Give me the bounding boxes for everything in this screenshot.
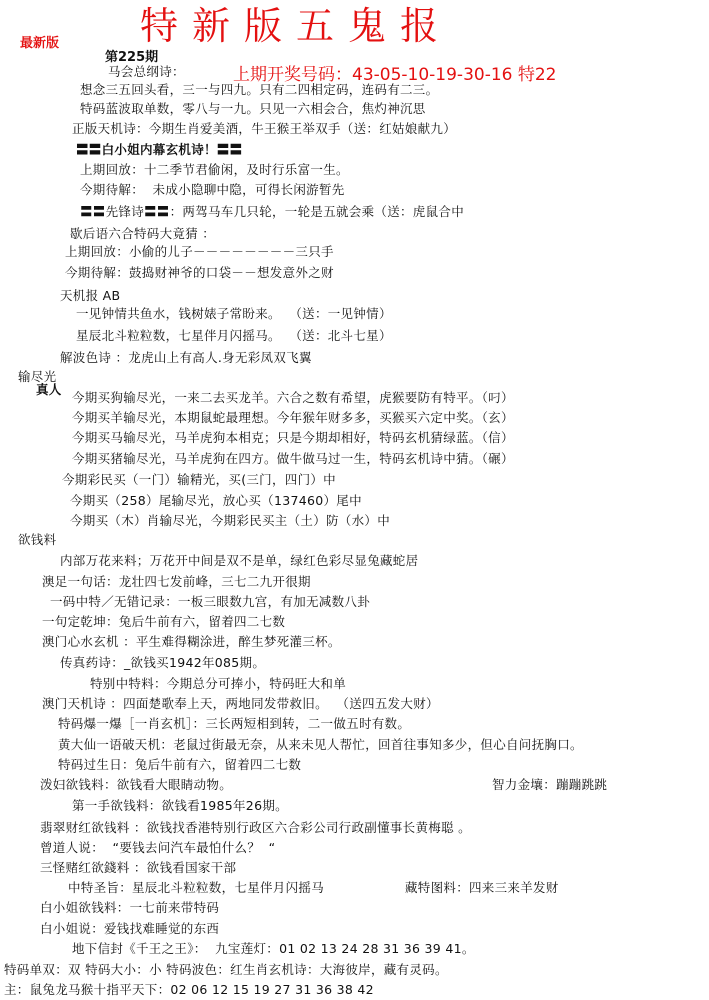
text-line-content: 上期回放：十二季节君偷闲，及时行乐富一生。 [80, 162, 349, 177]
text-line [58, 757, 301, 773]
text-line-content: 澳门天机诗 ：四面楚歌奉上天，两地同发带救旧。 （送四五发大财） [42, 696, 439, 711]
text-line [90, 676, 346, 692]
text-line-content: 马会总纲诗： [108, 64, 185, 79]
text-line [60, 655, 265, 671]
text-line [58, 737, 583, 753]
text-line-content: 歇后语六合特码大竟猜 ： [70, 226, 216, 241]
text-line-content: 澳门心水玄机 ：平生难得糊涂进，醉生梦死灌三杯。 [42, 634, 341, 649]
text-line-content: 一码中特／无错记录：一板三眼数九宫，有加无减数八卦 [50, 594, 371, 609]
text-line-content: 真人 [36, 382, 62, 397]
text-line-content: 三怪赌红欲錢料 ：欲钱看国家干部 [40, 860, 237, 875]
text-line-content: 黄大仙一语破天机：老鼠过街最无奈，从来未见人帮忙，回首往事知多少，但心自问抚胸口。 [58, 737, 583, 752]
text-line-content: 今期买（258）尾输尽光，放心买（137460）尾中 [70, 493, 362, 508]
text-line-content: 特码过生日：兔后牛前有六，留着四二七数 [58, 757, 302, 772]
text-line [72, 390, 514, 406]
text-line [40, 777, 232, 793]
text-line-content: 解波色诗 ：龙虎山上有高人.身无彩凤双飞翼 [60, 350, 312, 365]
text-line [60, 350, 312, 366]
text-line [42, 574, 311, 590]
text-line-content: 特码蓝波取单数，零八与一九。只见一六相会合，焦灼神沉思 [80, 101, 426, 116]
text-line [70, 226, 215, 242]
text-line [70, 513, 390, 529]
text-line-content: 一见钟情共鱼水，钱树婊子常盼来。 （送：一见钟情） [76, 306, 392, 321]
text-line-content: 智力金壤：蹦蹦跳跳 [492, 777, 608, 792]
text-line-content: 〓〓先锋诗〓〓：两驾马车几只轮，一轮是五就会乘（送：虎鼠合中 [80, 204, 465, 219]
text-line-content: 今期买马输尽光，马羊虎狗本相克；只是今期却相好，特码玄机猜绿蓝。（信） [72, 430, 514, 445]
text-line [40, 921, 219, 937]
text-line [72, 451, 514, 467]
text-line [72, 410, 514, 426]
text-line-content: 今期买猪输尽光，马羊虎狗在四方。做牛做马过一生，特码玄机诗中猜。（碾） [72, 451, 514, 466]
text-line-content: 上期回放：小偷的儿子－－－－－－－－三只手 [65, 244, 334, 259]
text-line [40, 860, 236, 876]
text-line [80, 101, 426, 117]
text-line [42, 634, 341, 650]
text-line [40, 840, 275, 856]
text-line-content: 传真药诗：_欲钱买1942年085期。 [60, 655, 266, 670]
text-line [80, 204, 464, 220]
text-line [58, 716, 410, 732]
text-line-content: 今期买（木）肖输尽光，今期彩民买主（土）防（水）中 [70, 513, 391, 528]
last-draw-numbers: 上期开奖号码：43-05-10-19-30-16 特22 [233, 65, 557, 85]
text-line [72, 121, 456, 137]
text-line [42, 614, 285, 630]
text-line-content: 特码爆一爆［一肖玄机］：三长两短相到转，二一做五时有数。 [58, 716, 411, 731]
text-line-content: 白小姐说：爱钱找难睡觉的东西 [40, 921, 220, 936]
text-line [18, 532, 56, 548]
text-line [492, 777, 607, 793]
text-line [72, 798, 288, 814]
text-line-content: 翡翠财红欲钱料 ：欲钱找香港特别行政区六合彩公司行政副懂事长黄梅聪 。 [40, 820, 471, 835]
text-line-content: 白小姐欲钱料：一七前来带特码 [40, 900, 220, 915]
text-line-content: 正版天机诗：今期生肖爱美酒，牛王猴王举双手（送：红姑娘献九） [72, 121, 457, 136]
text-line-content: 欲钱料 [18, 532, 57, 547]
text-line [65, 244, 334, 260]
text-line-content: 一句定乾坤：兔后牛前有六，留着四二七数 [42, 614, 286, 629]
text-line [80, 182, 345, 198]
text-line [80, 82, 438, 98]
text-line [4, 962, 448, 978]
text-line [76, 142, 242, 158]
text-line-content: 中特圣旨：星辰北斗粒粒数，七星伴月闪摇马 [68, 880, 325, 895]
text-line-content: 澳足一句话：龙壮四七发前峰，三七二九开很期 [42, 574, 311, 589]
text-line [72, 430, 514, 446]
text-line [40, 900, 219, 916]
text-line-content: 今期待解： 未成小隐聊中隐，可得长闲游暂先 [80, 182, 345, 197]
text-line [80, 162, 349, 178]
text-line [76, 328, 392, 344]
text-line [405, 880, 559, 896]
text-line-content: 想念三五回头看，三一与四九。只有二四相定码，连码有二三。 [80, 82, 439, 97]
text-line [36, 382, 62, 398]
text-line-content: 藏特图料：四来三来羊发财 [405, 880, 559, 895]
text-line [4, 982, 374, 998]
text-line-content: 第一手欲钱料：欲钱看1985年26期。 [72, 798, 288, 813]
text-line-content: 星辰北斗粒粒数，七星伴月闪摇马。 （送：北斗七星） [76, 328, 392, 343]
text-line [62, 472, 336, 488]
text-line-content: 特码单双：双 特码大小：小 特码波色：红生肖玄机诗：大海彼岸，藏有灵码。 [4, 962, 448, 977]
text-line [65, 265, 334, 281]
text-line-content: 曾道人说： “要钱去问汽车最怕什么？ “ [40, 840, 276, 855]
text-line-content: 今期彩民买（一门）输精光，买(三门，四门）中 [62, 472, 336, 487]
text-line [76, 306, 392, 322]
text-line-content: 今期待解：鼓捣财神爷的口袋－－想发意外之财 [65, 265, 334, 280]
text-line [108, 64, 185, 80]
text-line-content: 特别中特料：今期总分可捧小，特码旺大和单 [90, 676, 347, 691]
text-line [72, 941, 475, 957]
text-line [50, 594, 370, 610]
text-line-content: 内部万花来料；万花开中间是双不是单，绿红色彩尽显兔藏蛇居 [60, 553, 419, 568]
text-line [60, 553, 418, 569]
page-title: 特新版五鬼报 [140, 4, 453, 48]
text-line [68, 880, 324, 896]
issue-number: 第225期 [105, 50, 159, 65]
text-line-content: 地下信封《千王之王》： 九宝莲灯：01 02 13 24 28 31 36 39 41。 [72, 941, 475, 956]
text-line [42, 696, 439, 712]
text-line-content: 输尽光 [18, 369, 57, 384]
text-line [70, 493, 362, 509]
text-line-content: 泼妇欲钱料：欲钱看大眼睛动物。 [40, 777, 233, 792]
text-line-content: 〓〓白小姐内幕玄机诗！〓〓 [76, 142, 243, 157]
text-line-content: 主：鼠兔龙马猴十指平天下：02 06 12 15 19 27 31 36 38 42 [4, 982, 374, 997]
text-line [60, 288, 120, 304]
edition-badge: 最新版 [20, 36, 60, 51]
text-line-content: 今期买狗输尽光，一来二去买龙羊。六合之数有希望，虎猴要防有特平。（叼） [72, 390, 514, 405]
text-line-content: 天机报 AB [60, 288, 121, 303]
text-line-content: 今期买羊输尽光，本期鼠蛇最理想。今年猴年财多多，买猴买六定中奖。（玄） [72, 410, 514, 425]
text-line [40, 820, 471, 836]
